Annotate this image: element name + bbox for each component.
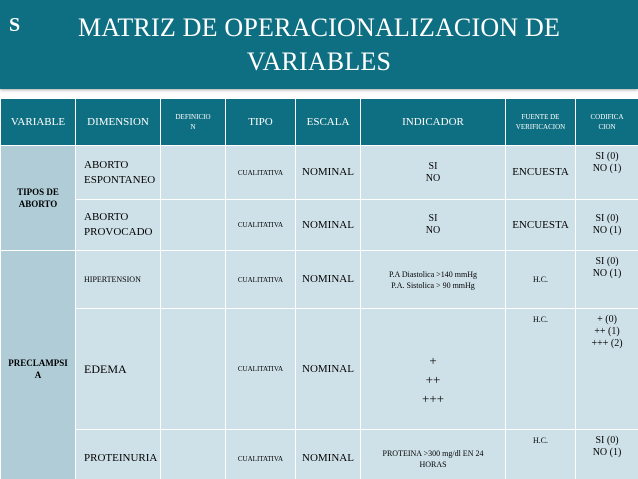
- indicador-cell: PROTEINA >300 mg/dl EN 24 HORAS: [361, 430, 506, 479]
- indicador-cell: P.A Diastolica >140 mmHg P.A. Sistolica > 90 mmHg: [361, 251, 506, 309]
- escala-cell: NOMINAL: [296, 146, 361, 200]
- codificacion-cell: SI (0) NO (1): [576, 200, 638, 251]
- tipo-cell: CUALITATIVA: [226, 200, 296, 251]
- title-banner: [0, 0, 638, 89]
- dimension-cell: PROTEINURIA: [76, 430, 161, 479]
- tipo-cell: CUALITATIVA: [226, 430, 296, 479]
- slide-logo-icon: S: [9, 14, 21, 36]
- escala-cell: NOMINAL: [296, 430, 361, 479]
- dimension-cell: EDEMA: [76, 309, 161, 430]
- tipo-cell: CUALITATIVA: [226, 309, 296, 430]
- header-tipo: TIPO: [226, 99, 296, 146]
- dimension-cell: ABORTO ESPONTANEO: [76, 146, 161, 200]
- variable-cell-tipos-de-aborto: TIPOS DE ABORTO: [1, 146, 76, 251]
- fuente-cell: H.C.: [506, 309, 576, 430]
- header-codificacion: CODIFICA CION: [576, 99, 638, 146]
- codificacion-cell: SI (0) NO (1): [576, 251, 638, 309]
- table-row: [1, 200, 638, 251]
- table-row: [1, 430, 638, 479]
- table-row: [1, 146, 638, 200]
- codificacion-cell: SI (0) NO (1): [576, 430, 638, 479]
- definicion-cell: [161, 309, 226, 430]
- indicador-cell: SI NO: [361, 200, 506, 251]
- dimension-cell: ABORTO PROVOCADO: [76, 200, 161, 251]
- definicion-cell: [161, 200, 226, 251]
- variable-cell-preclampsia: PRECLAMPSI A: [1, 251, 76, 479]
- definicion-cell: [161, 430, 226, 479]
- slide-title: [18, 11, 620, 79]
- fuente-cell: ENCUESTA: [506, 146, 576, 200]
- dimension-cell: HIPERTENSION: [76, 251, 161, 309]
- operationalization-matrix: [0, 98, 638, 479]
- header-definicion: DEFINICIO N: [161, 99, 226, 146]
- codificacion-cell: SI (0) NO (1): [576, 146, 638, 200]
- fuente-cell: ENCUESTA: [506, 200, 576, 251]
- escala-cell: NOMINAL: [296, 251, 361, 309]
- tipo-cell: CUALITATIVA: [226, 251, 296, 309]
- header-indicador: INDICADOR: [361, 99, 506, 146]
- definicion-cell: [161, 146, 226, 200]
- definicion-cell: [161, 251, 226, 309]
- header-fuente-de-verificacion: FUENTE DE VERIFICACION: [506, 99, 576, 146]
- header-escala: ESCALA: [296, 99, 361, 146]
- tipo-cell: CUALITATIVA: [226, 146, 296, 200]
- escala-cell: NOMINAL: [296, 309, 361, 430]
- slide-title-line-2: VARIABLES: [246, 47, 392, 76]
- slide-title-line-1: MATRIZ DE OPERACIONALIZACION DE: [77, 13, 561, 42]
- indicador-cell: SI NO: [361, 146, 506, 200]
- fuente-cell: H.C.: [506, 251, 576, 309]
- header-dimension: DIMENSION: [76, 99, 161, 146]
- codificacion-cell: + (0) ++ (1) +++ (2): [576, 309, 638, 430]
- table-row: [1, 251, 638, 309]
- header-variable: VARIABLE: [1, 99, 76, 146]
- header-row: [1, 99, 638, 146]
- escala-cell: NOMINAL: [296, 200, 361, 251]
- table-row: [1, 309, 638, 430]
- fuente-cell: H.C.: [506, 430, 576, 479]
- indicador-cell: + ++ +++: [361, 309, 506, 430]
